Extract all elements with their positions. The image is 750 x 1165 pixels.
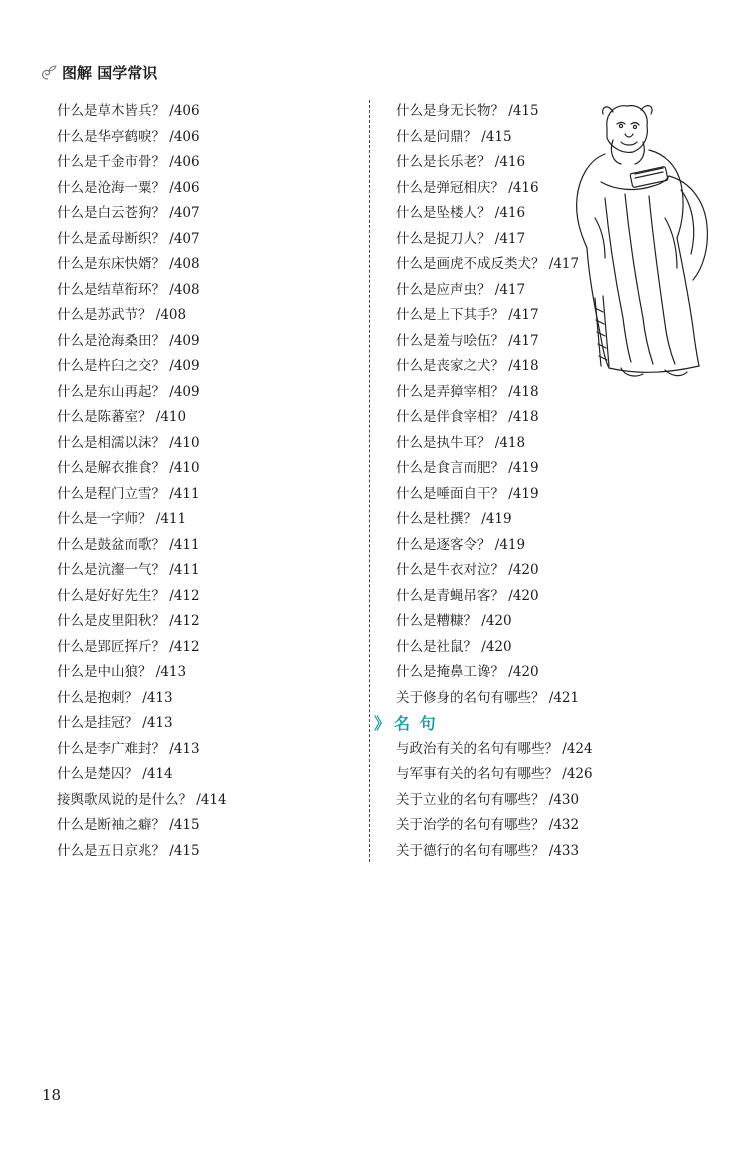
toc-entry: 什么是坠楼人？ /416	[396, 205, 526, 221]
toc-entry: 什么是唾面自干？ /419	[396, 485, 539, 502]
toc-entry: 什么是草木皆兵？ /406	[57, 103, 200, 119]
toc-entry: 什么是一字师？ /411	[57, 511, 187, 527]
toc-entry: 什么是身无长物？ /415	[396, 103, 539, 119]
running-header	[38, 62, 157, 83]
toc-entry: 什么是程门立雪？ /411	[57, 485, 200, 502]
book-title: 图解 国学常识	[62, 64, 158, 82]
toc-entry: 什么是挂冠？ /413	[57, 715, 173, 731]
toc-entry: 与政治有关的名句有哪些？ /424	[396, 740, 593, 757]
toc-entry: 什么是解衣推食？ /410	[57, 460, 200, 476]
toc-entry: 什么是中山狼？ /413	[57, 664, 187, 680]
toc-entry: 什么是东床快婿？ /408	[57, 256, 200, 272]
toc-entry: 什么是掩鼻工谗？ /420	[396, 664, 539, 680]
toc-entry: 什么是沧海桑田？ /409	[57, 332, 200, 349]
toc-entry: 什么是千金市骨？ /406	[57, 154, 200, 170]
section-heading-famous-quotes	[374, 711, 726, 737]
sprout-swirl-icon	[38, 64, 58, 82]
toc-entry: 关于德行的名句有哪些？ /433	[396, 842, 580, 859]
toc-entry: 什么是执牛耳？ /418	[396, 434, 526, 451]
toc-entry: 什么是结草衔环？ /408	[57, 281, 200, 298]
toc-entry: 什么是丧家之犬？ /418	[396, 358, 539, 374]
toc-entry: 什么是弄獐宰相？ /418	[396, 383, 539, 400]
toc-entry: 接舆歌凤说的是什么？ /414	[57, 791, 227, 808]
toc-entry: 什么是弹冠相庆？ /416	[396, 179, 539, 196]
toc-entry: 什么是社鼠？ /420	[396, 638, 512, 655]
toc-entry: 什么是五日京兆？ /415	[57, 842, 200, 859]
toc-entry: 什么是白云苍狗？ /407	[57, 205, 200, 221]
toc-entry: 什么是沧海一粟？ /406	[57, 179, 200, 196]
toc-entry: 什么是羞与哙伍？ /417	[396, 332, 539, 349]
chevron-icon: 》	[374, 714, 391, 733]
toc-entry: 关于立业的名句有哪些？ /430	[396, 791, 580, 808]
toc-entry: 什么是皮里阳秋？ /412	[57, 613, 200, 629]
toc-entry: 什么是牛衣对泣？ /420	[396, 562, 539, 578]
toc-entry: 什么是画虎不成反类犬？ /417	[396, 256, 580, 272]
toc-entry: 什么是郢匠挥斤？ /412	[57, 638, 200, 655]
section-heading-label: 名 句	[394, 714, 438, 733]
toc-entry: 什么是陈蕃室？ /410	[57, 409, 187, 425]
toc-entry: 什么是沆瀣一气？ /411	[57, 562, 200, 578]
toc-entry: 什么是糟糠？ /420	[396, 613, 512, 629]
toc-entry: 与军事有关的名句有哪些？ /426	[396, 766, 593, 782]
toc-entry: 关于治学的名句有哪些？ /432	[396, 817, 580, 833]
toc-entry: 什么是断袖之癖？ /415	[57, 817, 200, 833]
toc-entry: 什么是应声虫？ /417	[396, 281, 526, 298]
toc-entry: 什么是上下其手？ /417	[396, 307, 539, 323]
toc-entry: 什么是好好先生？ /412	[57, 587, 200, 604]
toc-entry: 什么是孟母断织？ /407	[57, 230, 200, 247]
toc-entry: 什么是东山再起？ /409	[57, 383, 200, 400]
column-divider	[369, 100, 370, 862]
toc-left-column	[57, 99, 357, 864]
toc-entry: 什么是长乐老？ /416	[396, 154, 526, 170]
toc-entry: 什么是相濡以沫？ /410	[57, 434, 200, 451]
toc-entry: 什么是逐客令？ /419	[396, 536, 526, 553]
toc-entry: 什么是苏武节？ /408	[57, 307, 187, 323]
toc-entry: 什么是问鼎？ /415	[396, 128, 512, 145]
toc-entry: 什么是鼓盆而歌？ /411	[57, 536, 200, 553]
toc-entry: 什么是李广难封？ /413	[57, 740, 200, 757]
toc-entry: 什么是食言而肥？ /419	[396, 460, 539, 476]
toc-entry: 什么是伴食宰相？ /418	[396, 409, 539, 425]
toc-entry: 什么是抱刺？ /413	[57, 689, 173, 706]
ink-drawing-scholar-figure-icon	[565, 98, 723, 380]
toc-entry: 什么是杜撰？ /419	[396, 511, 512, 527]
toc-entry: 什么是楚囚？ /414	[57, 766, 173, 782]
toc-entry: 什么是捉刀人？ /417	[396, 230, 526, 247]
toc-entry: 关于修身的名句有哪些？ /421	[396, 689, 580, 706]
toc-entry: 什么是青蝇吊客？ /420	[396, 587, 539, 604]
toc-entry: 什么是华亭鹤唳？ /406	[57, 128, 200, 145]
page-number: 18	[42, 1086, 62, 1104]
toc-entry: 什么是杵臼之交？ /409	[57, 358, 200, 374]
